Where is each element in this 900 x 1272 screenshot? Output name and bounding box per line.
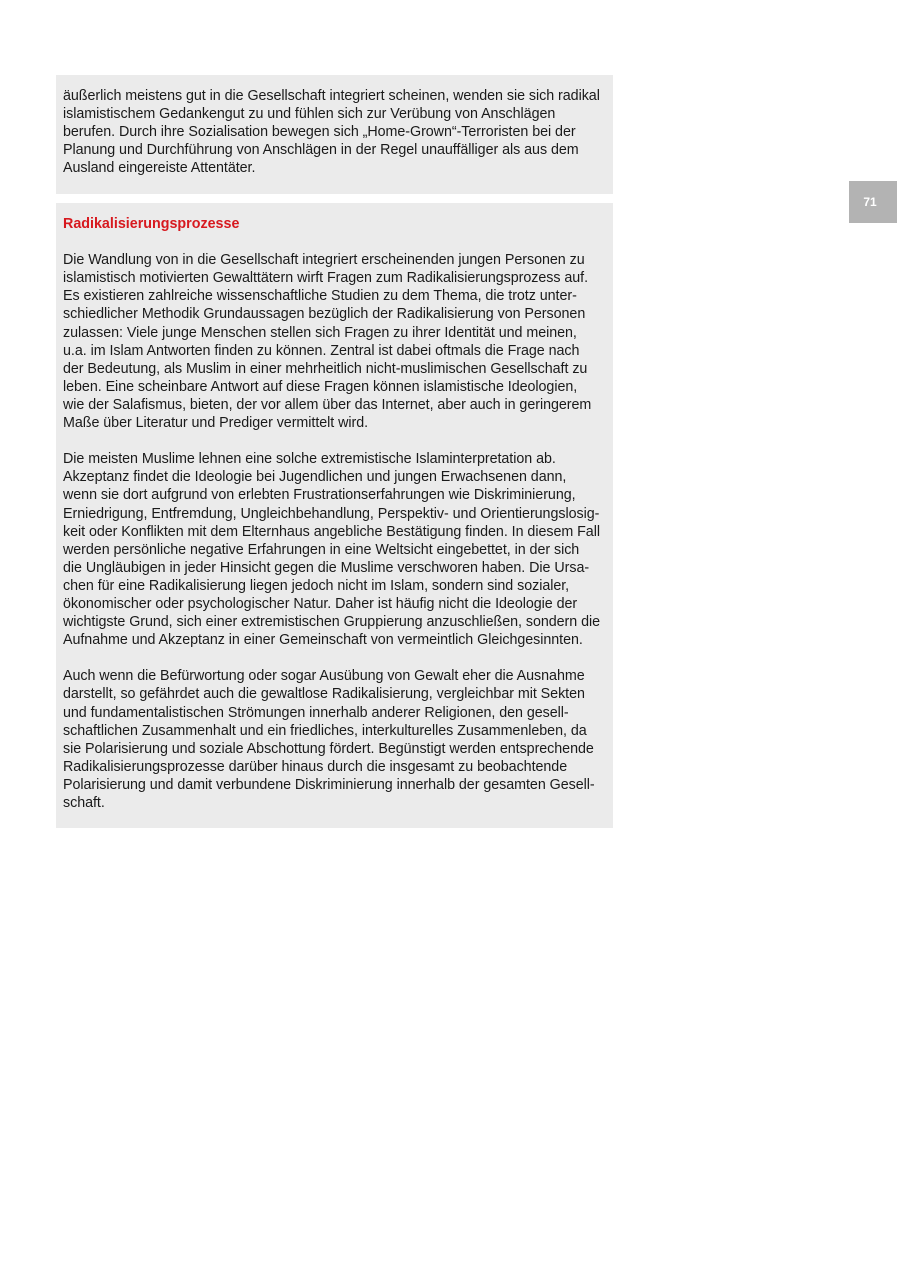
section-heading: Radikalisierungsprozesse	[63, 216, 240, 232]
text-line: Akzeptanz findet die Ideologie bei Jugendlichen und jungen Erwachsenen dann,	[63, 469, 567, 486]
text-line: Es existieren zahlreiche wissenschaftliche Studien zu dem Thema, die trotz unter-	[63, 288, 577, 305]
text-line: und fundamentalistischen Strömungen innerhalb anderer Religionen, den gesell-	[63, 704, 569, 721]
continuation-text-box	[56, 75, 613, 194]
text-line: islamistisch motivierten Gewalttätern wirft Fragen zum Radikalisierungsprozess auf.	[63, 270, 589, 287]
text-line: zulassen: Viele junge Menschen stellen sich Fragen zu ihrer Identität und meinen,	[63, 324, 577, 341]
text-line: Die Wandlung von in die Gesellschaft integriert erscheinenden jungen Personen zu	[63, 252, 585, 269]
page-number-tab: 71	[849, 181, 897, 223]
text-line: schaft.	[63, 795, 105, 811]
text-line: islamistischem Gedankengut zu und fühlen sich zur Verübung von Anschlägen	[63, 106, 556, 123]
text-line: Maße über Literatur und Prediger vermittelt wird.	[63, 415, 369, 432]
text-line: Erniedrigung, Entfremdung, Ungleichbehandlung, Perspektiv- und Orientierungslosig-	[63, 505, 600, 522]
text-line: äußerlich meistens gut in die Gesellschaft integriert scheinen, wenden sie sich radikal	[63, 88, 600, 104]
text-line: schiedlicher Methodik Grundaussagen bezüglich der Radikalisierung von Personen	[63, 306, 586, 323]
text-line: Radikalisierungsprozesse darüber hinaus durch die insgesamt zu beobachtende	[63, 758, 568, 775]
text-line: berufen. Durch ihre Sozialisation bewegen sich „Home-Grown“-Terroristen bei der	[63, 124, 576, 141]
text-line: Planung und Durchführung von Anschlägen in der Regel unauffälliger als aus dem	[63, 142, 579, 159]
text-line: chen für eine Radikalisierung liegen jedoch nicht im Islam, sondern sind sozialer,	[63, 577, 570, 594]
continuation-paragraph	[63, 87, 607, 177]
text-line: die Ungläubigen in jeder Hinsicht gegen die Muslime verschworen haben. Die Ursa-	[63, 559, 590, 576]
text-line: Die meisten Muslime lehnen eine solche extremistische Islaminterpretation ab.	[63, 451, 556, 468]
text-line: leben. Eine scheinbare Antwort auf diese Fragen können islamistische Ideologien,	[63, 378, 578, 395]
paragraph-2	[63, 450, 607, 649]
text-line: sie Polarisierung und soziale Abschottung fördert. Begünstigt werden entsprechende	[63, 740, 594, 757]
text-line: werden persönliche negative Erfahrungen in eine Weltsicht eingebettet, in der sich	[63, 541, 580, 558]
text-line: keit oder Konflikten mit dem Elternhaus angebliche Bestätigung finden. In diesem Fall	[63, 523, 600, 540]
text-line: Ausland eingereiste Attentäter.	[63, 160, 256, 177]
text-line: wie der Salafismus, bieten, der vor allem über das Internet, aber auch in geringerem	[63, 396, 592, 413]
text-line: u.a. im Islam Antworten finden zu können. Zentral ist dabei oftmals die Frage nach	[63, 342, 580, 359]
text-line: Aufnahme und Akzeptanz in einer Gemeinschaft von vermeintlich Gleichgesinnten.	[63, 632, 583, 649]
text-line: darstellt, so gefährdet auch die gewaltlose Radikalisierung, vergleichbar mit Sekten	[63, 686, 585, 703]
radicalization-info-box	[56, 203, 613, 828]
paragraph-1	[63, 251, 607, 432]
text-line: schaftlichen Zusammenhalt und ein friedliches, interkulturelles Zusammenleben, da	[63, 722, 587, 739]
paragraph-3	[63, 667, 607, 812]
text-line: ökonomischer oder psychologischer Natur. Daher ist häufig nicht die Ideologie der	[63, 595, 578, 612]
text-line: wichtigste Grund, sich einer extremistischen Gruppierung anzuschließen, sondern die	[63, 614, 601, 631]
text-line: Polarisierung und damit verbundene Diskriminierung innerhalb der gesamten Gesell-	[63, 776, 595, 793]
text-line: wenn sie dort aufgrund von erlebten Frustrationserfahrungen wie Diskriminierung,	[63, 487, 576, 504]
text-line: Auch wenn die Befürwortung oder sogar Ausübung von Gewalt eher die Ausnahme	[63, 668, 585, 685]
text-line: der Bedeutung, als Muslim in einer mehrheitlich nicht-muslimischen Gesellschaft zu	[63, 360, 588, 377]
